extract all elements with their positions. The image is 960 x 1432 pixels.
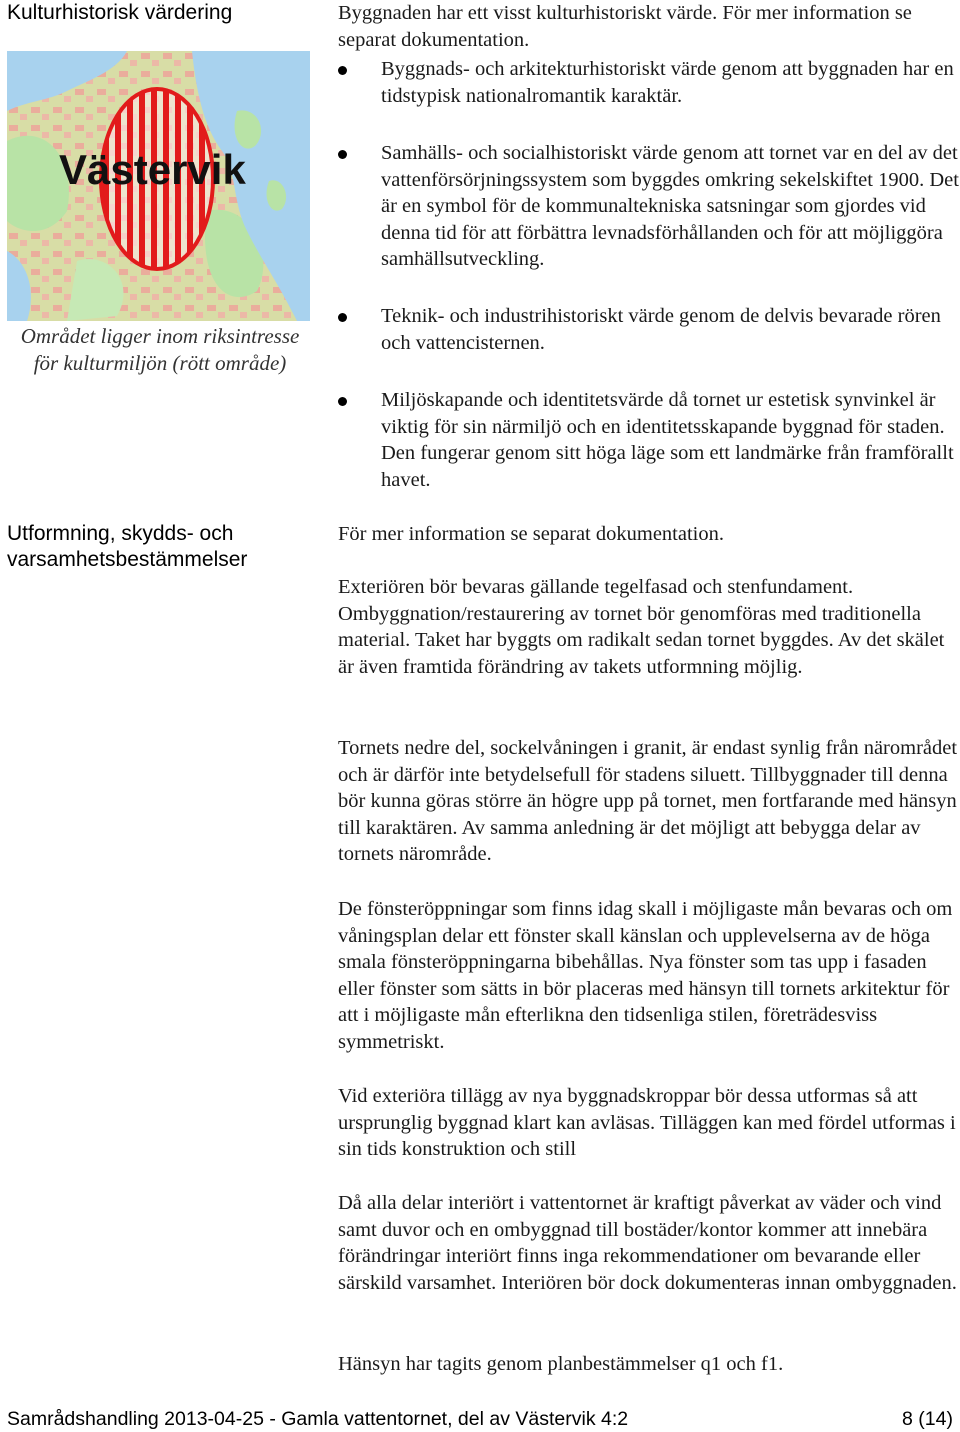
map-caption-line: för kulturmiljön (rött område) xyxy=(33,351,287,375)
map-caption xyxy=(10,323,310,377)
list-item-text: Byggnads- och arkitekturhistoriskt värde genom att byggnaden har en tidstypisk nationalromantik karaktär. xyxy=(381,58,954,107)
paragraph xyxy=(338,574,960,680)
bullet-icon xyxy=(338,313,347,322)
map-image xyxy=(7,51,310,321)
paragraph-text: Hänsyn har tagits genom planbestämmelser q1 och f1. xyxy=(338,1353,784,1375)
paragraph xyxy=(338,896,960,1056)
list-item-text: Teknik- och industrihistoriskt värde genom de delvis bevarade rören och vattencisternen. xyxy=(381,305,941,354)
paragraph xyxy=(338,1190,960,1296)
bullet-icon xyxy=(338,150,347,159)
paragraph xyxy=(338,735,960,868)
paragraph-text: Tornets nedre del, sockelvåningen i granit, är endast synlig från närområdet och är därför inte betydelsefull för stadens siluett. Tillbyggnader till denna bör kunna göras större än högre upp på tornet, men fortfarande med hänsyn till karaktären. Av samma anledning är det möjligt att bebygga delar av tornets närområde. xyxy=(338,737,958,866)
paragraph-text: Då alla delar interiört i vattentornet är kraftigt påverkat av väder och vind samt duvor och en ombyggnad till bostäder/kontor kommer att innebära förändringar interiört finns inga rekommendationer om bevarande eller särskild varsamhet. Interiören bör dock dokumenteras innan ombyggnaden. xyxy=(338,1192,957,1294)
bullet-icon xyxy=(338,66,347,75)
bullet-icon xyxy=(338,397,347,406)
map-caption-line: Området ligger inom riksintresse xyxy=(20,324,300,348)
footer-document-title: Samrådshandling 2013-04-25 - Gamla vattentornet, del av Västervik 4:2 xyxy=(7,1408,629,1430)
intro-paragraph xyxy=(338,0,960,53)
paragraph-text: För mer information se separat dokumentation. xyxy=(338,523,724,545)
list-item-text: Samhälls- och socialhistoriskt värde genom att tornet var en del av det vattenförsörjningssystem som byggdes omkring sekelskiftet 1900. Det är en symbol för de kommunaltekniska satsningar som gjordes vid denna tid för att förbättra levnadsförhållanden och för att möjliggöra samhällsutveckling. xyxy=(381,142,959,271)
paragraph xyxy=(338,1351,960,1378)
paragraph-text: De fönsteröppningar som finns idag skall i möjligaste mån bevaras och om våningsplan delar ett fönster skall känslan och upplevelserna av de höga smala fönsteröppningarna bibehållas. Nya fönster som tas upp i fasaden eller fönster som sätts in bör placeras med hänsyn till tornets arkitektur för att i möjligaste mån efterlikna den tidsenliga stilen, företrädesviss symmetriskt. xyxy=(338,898,953,1053)
paragraph-text: Vid exteriöra tillägg av nya byggnadskroppar bör dessa utformas så att ursprunglig byggnad klart kan avläsas. Tilläggen kan med fördel utformas i sin tids konstruktion och still xyxy=(338,1085,956,1161)
map-label: Västervik xyxy=(59,146,246,193)
paragraph xyxy=(338,1083,960,1163)
intro-text: Byggnaden har ett visst kulturhistoriskt värde. För mer information se separat dokumentation. xyxy=(338,2,912,51)
paragraph xyxy=(338,521,960,548)
section-heading-regulations: Utformning, skydds- och varsamhetsbestämmelser xyxy=(7,522,248,571)
page-footer xyxy=(7,1406,953,1432)
section-heading-cultural-value: Kulturhistorisk värdering xyxy=(7,1,233,24)
list-item-text: Miljöskapande och identitetsvärde då tornet ur estetisk synvinkel är viktig för sin närmiljö och en identitetsskapande byggnad för staden. Den fungerar genom sitt höga läge som ett landmärke från framförallt havet. xyxy=(381,389,954,491)
paragraph-text: Exteriören bör bevaras gällande tegelfasad och stenfundament. Ombyggnation/restaurering av tornet bör genomföras med traditionella material. Taket har byggts om radikalt sedan tornet byggdes. Av det skälet är även framtida förändring av takets utformning möjlig. xyxy=(338,576,945,678)
map-graphic xyxy=(7,51,310,321)
footer-page-number: 8 (14) xyxy=(902,1408,953,1430)
